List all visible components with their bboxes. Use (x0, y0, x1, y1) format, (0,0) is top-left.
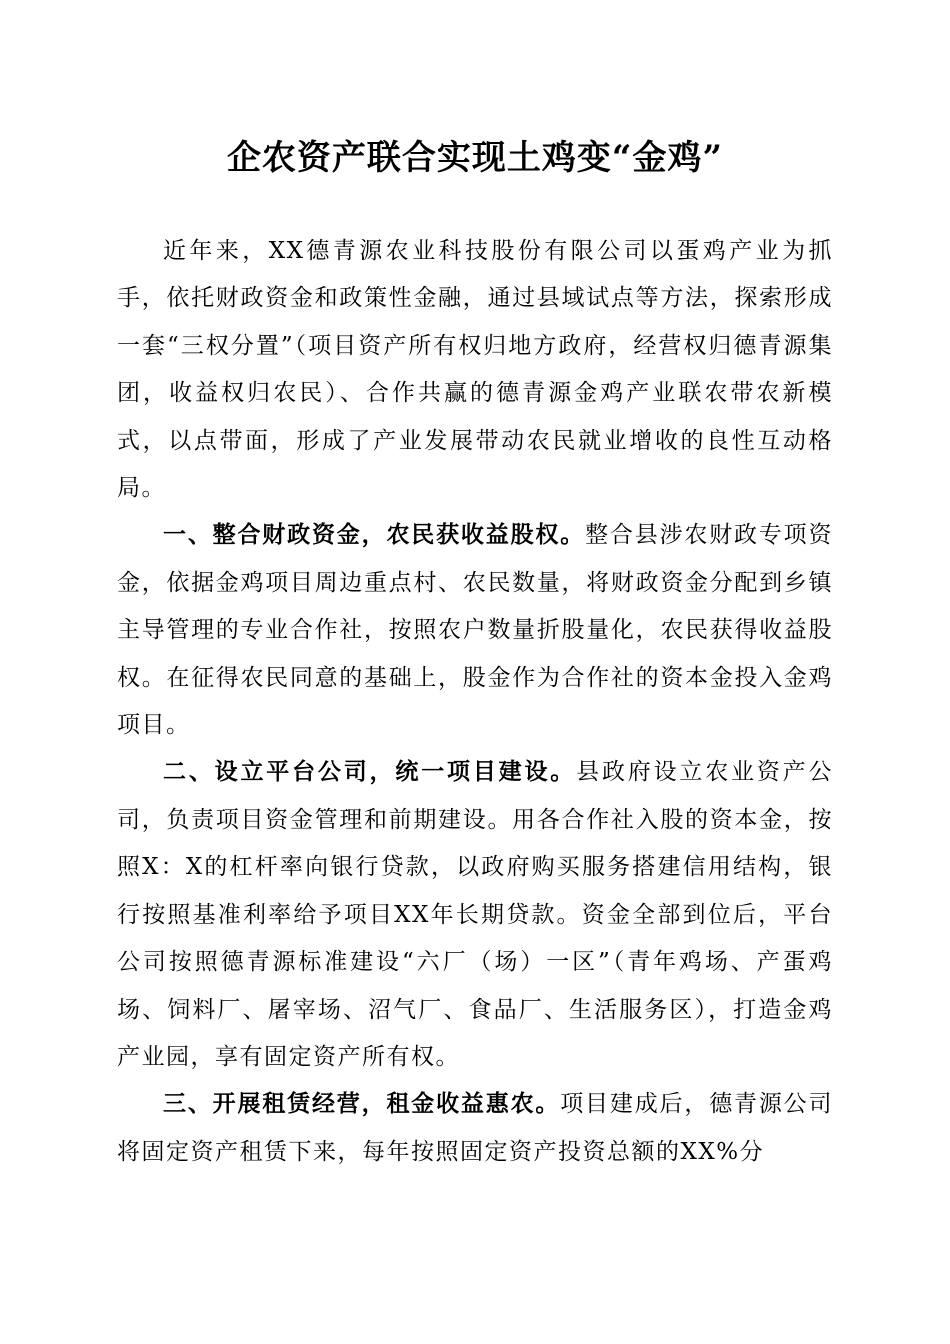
document-body (117, 228, 833, 1176)
paragraph-text: 近年来，XX德青源农业科技股份有限公司以蛋鸡产业为抓手，依托财政资金和政策性金融，通过县域试点等方法，探索形成一套“三权分置”（项目资产所有权归地方政府，经营权归德青源集团，收益权归农民）、合作共赢的德青源金鸡产业联农带农新模式，以点带面，形成了产业发展带动农民就业增收的良性互动格局。 (117, 238, 833, 502)
section-heading: 二、设立平台公司，统一项目建设。 (163, 759, 577, 786)
paragraph-text: 整合县涉农财政专项资金，依据金鸡项目周边重点村、农民数量，将财政资金分配到乡镇主导管理的专业合作社，按照农户数量折股量化，农民获得收益股权。在征得农民同意的基础上，股金作为合作社的资本金投入金鸡项目。 (117, 522, 834, 739)
paragraph-intro (117, 228, 833, 512)
paragraph-section-2 (117, 749, 833, 1081)
paragraph-section-1 (117, 512, 833, 749)
paragraph-text: 县政府设立农业资产公司，负责项目资金管理和前期建设。用各合作社入股的资本金，按照X：X的杠杆率向银行贷款，以政府购买服务搭建信用结构，银行按照基准利率给予项目XX年长期贷款。资金全部到位后，平台公司按照德青源标准建设“六厂（场）一区”（青年鸡场、产蛋鸡场、饲料厂、屠宰场、沼气厂、食品厂、生活服务区），打造金鸡产业园，享有固定资产所有权。 (117, 759, 834, 1070)
paragraph-text: 项目建成后，德青源公司将固定资产租赁下来，每年按照固定资产投资总额的XX%分 (117, 1091, 834, 1165)
paragraph-section-3 (117, 1081, 833, 1176)
section-heading: 三、开展租赁经营，租金收益惠农。 (163, 1091, 561, 1118)
document-title: 企农资产联合实现土鸡变“金鸡” (226, 138, 724, 178)
section-heading: 一、整合财政资金，农民获收益股权。 (163, 522, 586, 549)
